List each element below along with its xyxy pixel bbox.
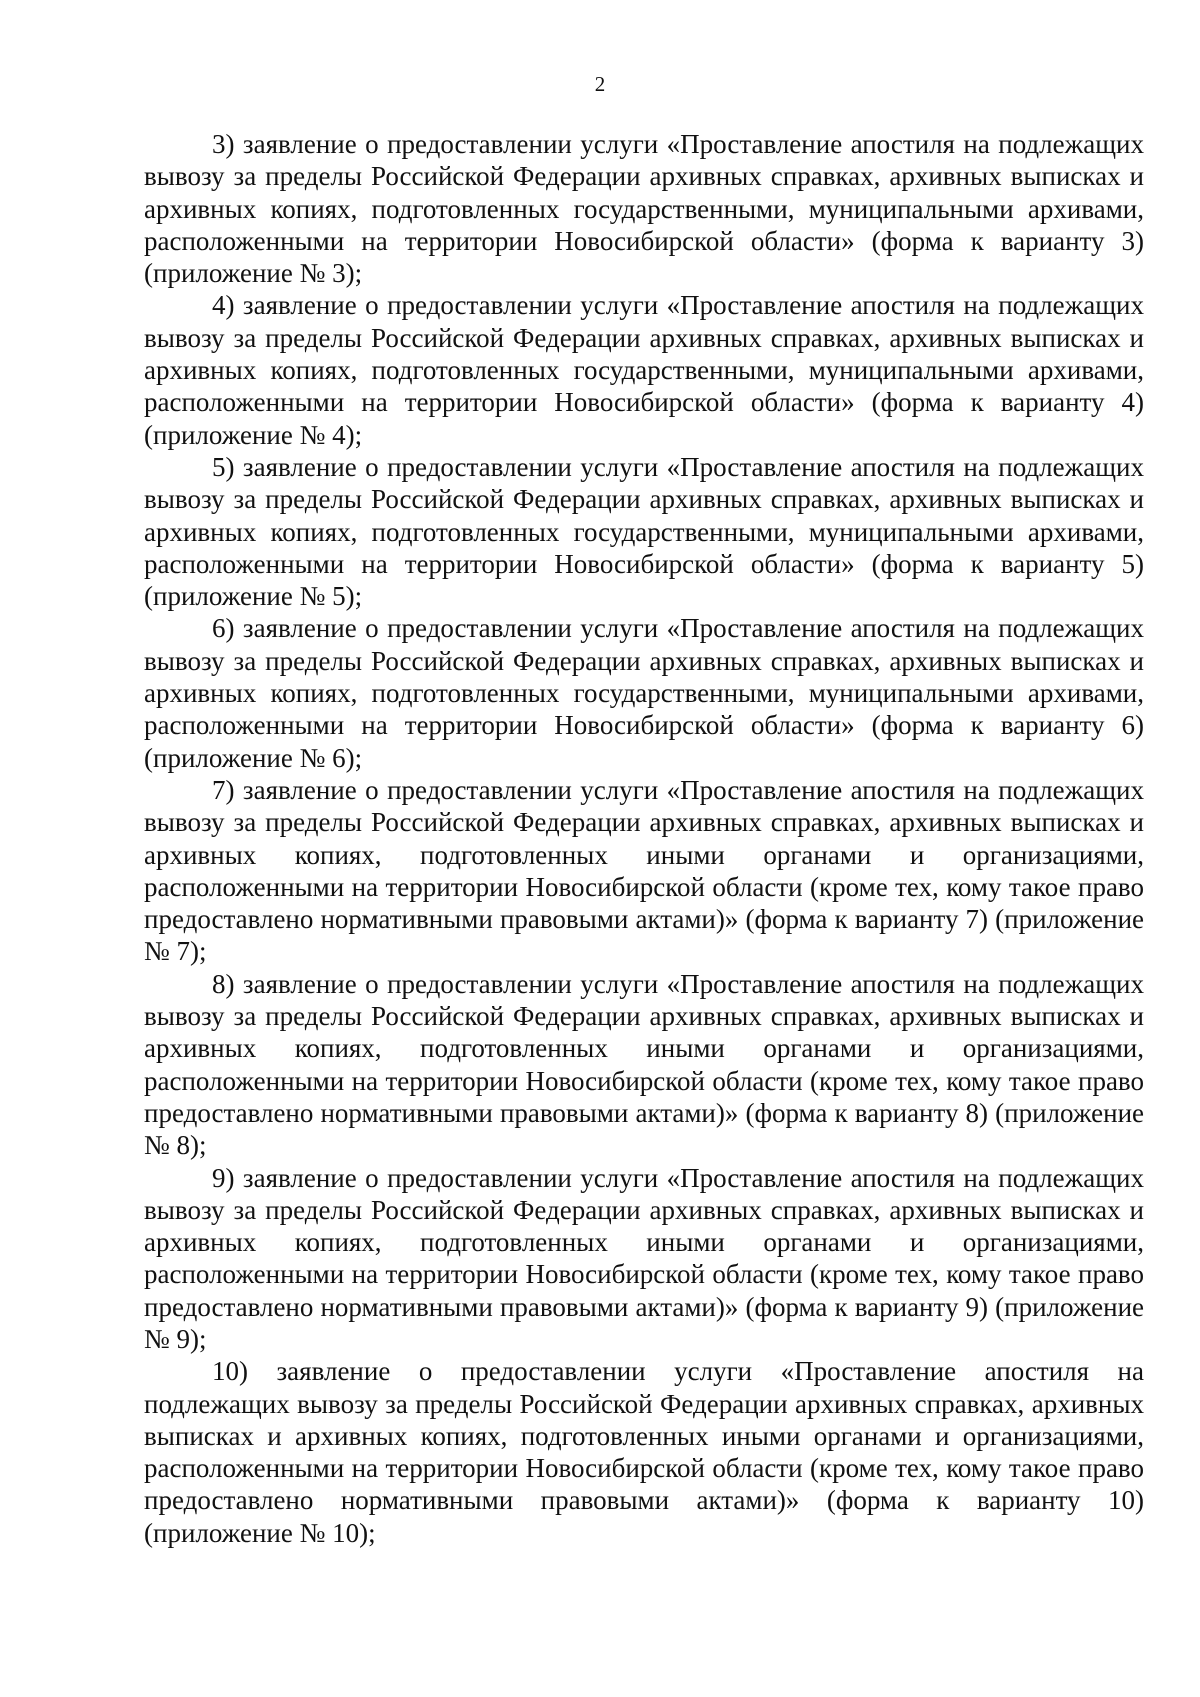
- list-item: 8) заявление о предоставлении услуги «Проставление апостиля на подлежащих вывозу за пределы Российской Федерации архивных справках, архивных выписках и архивных копиях, подготовленных иными органами и организациями, расположенными на территории Новосибирской области (кроме тех, кому такое право предоставлено нормативными правовыми актами)» (форма к варианту 8) (приложение № 8);: [144, 968, 1144, 1161]
- document-body: [144, 128, 1144, 1549]
- list-item: 9) заявление о предоставлении услуги «Проставление апостиля на подлежащих вывозу за пределы Российской Федерации архивных справках, архивных выписках и архивных копиях, подготовленных иными органами и организациями, расположенными на территории Новосибирской области (кроме тех, кому такое право предоставлено нормативными правовыми актами)» (форма к варианту 9) (приложение № 9);: [144, 1162, 1144, 1354]
- list-item: 7) заявление о предоставлении услуги «Проставление апостиля на подлежащих вывозу за пределы Российской Федерации архивных справках, архивных выписках и архивных копиях, подготовленных иными органами и организациями, расположенными на территории Новосибирской области (кроме тех, кому такое право предоставлено нормативными правовыми актами)» (форма к варианту 7) (приложение № 7);: [144, 774, 1144, 967]
- list-item: 4) заявление о предоставлении услуги «Проставление апостиля на подлежащих вывозу за пределы Российской Федерации архивных справках, архивных выписках и архивных копиях, подготовленных государственными, муниципальными архивами, расположенными на территории Новосибирской области» (форма к варианту 4) (приложение № 4);: [144, 290, 1144, 450]
- page-number: 2: [594, 72, 606, 96]
- list-item: 6) заявление о предоставлении услуги «Проставление апостиля на подлежащих вывозу за пределы Российской Федерации архивных справках, архивных выписках и архивных копиях, подготовленных государственными, муниципальными архивами, расположенными на территории Новосибирской области» (форма к варианту 6) (приложение № 6);: [144, 613, 1144, 773]
- list-item: 10) заявление о предоставлении услуги «Проставление апостиля на подлежащих вывозу за пределы Российской Федерации архивных справках, архивных выписках и архивных копиях, подготовленных иными органами и организациями, расположенными на территории Новосибирской области (кроме тех, кому такое право предоставлено нормативными правовыми актами)» (форма к варианту 10) (приложение № 10);: [144, 1356, 1144, 1548]
- list-item: 3) заявление о предоставлении услуги «Проставление апостиля на подлежащих вывозу за пределы Российской Федерации архивных справках, архивных выписках и архивных копиях, подготовленных государственными, муниципальными архивами, расположенными на территории Новосибирской области» (форма к варианту 3) (приложение № 3);: [144, 129, 1144, 289]
- list-item: 5) заявление о предоставлении услуги «Проставление апостиля на подлежащих вывозу за пределы Российской Федерации архивных справках, архивных выписках и архивных копиях, подготовленных государственными, муниципальными архивами, расположенными на территории Новосибирской области» (форма к варианту 5) (приложение № 5);: [144, 451, 1144, 612]
